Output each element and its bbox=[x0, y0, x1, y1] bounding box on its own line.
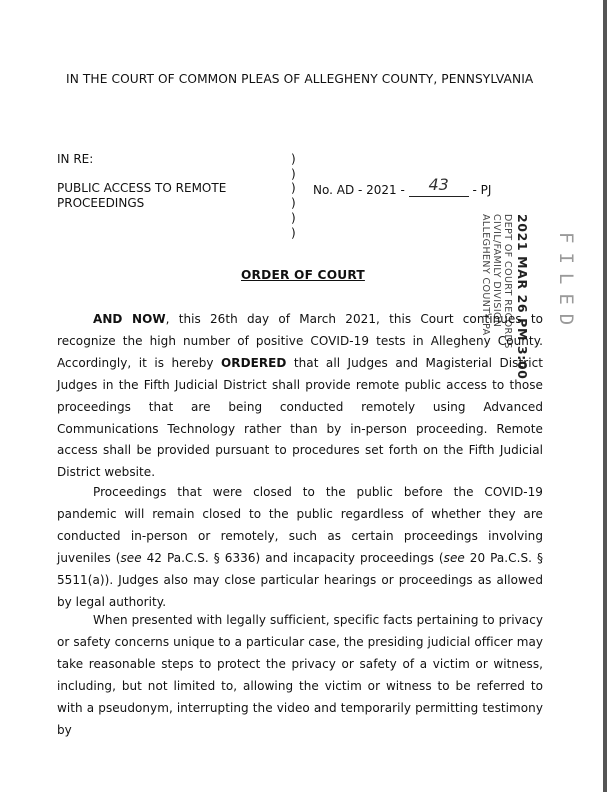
court-header: IN THE COURT OF COMMON PLEAS OF ALLEGHENY COUNTY, PENNSYLVANIA bbox=[66, 72, 534, 86]
paragraph2-see-1: see bbox=[120, 550, 142, 565]
paragraph2-see-2: see bbox=[443, 550, 465, 565]
docket-number bbox=[313, 175, 492, 197]
paragraph1-text-a: , this 26th day of March 2021, this Court continues to recognize the high number of positive COVID-19 tests in Allegheny County. Accordingly, it is hereby bbox=[57, 312, 543, 370]
caption-in-re: IN RE: bbox=[57, 152, 94, 166]
caption-parentheses: ) ) ) ) ) ) bbox=[291, 152, 296, 240]
docket-number-field bbox=[409, 175, 469, 197]
filed-stamp-department: DEPT OF COURT RECORDS CIVIL/FAMILY DIVISION ALLEGHENY COUNTY PA bbox=[480, 214, 513, 349]
caption-title-line1: PUBLIC ACCESS TO REMOTE bbox=[57, 181, 227, 195]
paragraph2-text-a: Proceedings that were closed to the public before the COVID-19 pandemic will remain closed to the public regardless of whether they are conducted in-person or remotely, such as certain proceedings involving juveniles ( bbox=[57, 485, 543, 565]
paragraph1-ordered: ORDERED bbox=[221, 355, 287, 370]
docket-suffix: - PJ bbox=[472, 183, 492, 197]
caption-title-line2: PROCEEDINGS bbox=[57, 196, 145, 210]
paragraph2-text-c: 20 Pa.C.S. § 5511(a)). Judges also may close particular hearings or proceedings as allowed by legal authority. bbox=[57, 550, 543, 609]
filed-stamp-datetime: 2021 MAR 26 PM 3:00 bbox=[515, 214, 530, 380]
order-paragraph-3 bbox=[57, 610, 543, 741]
scan-edge-line bbox=[603, 0, 607, 792]
filed-stamp-label: FILED bbox=[555, 232, 577, 335]
paragraph2-text-b: 42 Pa.C.S. § 6336) and incapacity proceedings ( bbox=[141, 550, 444, 565]
docket-prefix: No. AD - 2021 - bbox=[313, 183, 405, 197]
caption-title bbox=[57, 181, 226, 211]
order-title: ORDER OF COURT bbox=[241, 268, 365, 282]
order-paragraph-1 bbox=[57, 309, 543, 484]
order-paragraph-2 bbox=[57, 482, 543, 613]
docket-handwritten-number: 43 bbox=[428, 175, 449, 194]
paragraph3-text: When presented with legally sufficient, specific facts pertaining to privacy or safety concerns unique to a particular case, the presiding judicial officer may take reasonable steps to protect the privacy or safety of a victim or witness, including, but not limited to, allowing the victim or witness to be referred to with a pseudonym, interrupting the video and temporarily permitting testimony by bbox=[57, 613, 543, 737]
paragraph1-text-b: that all Judges and Magisterial District Judges in the Fifth Judicial District shall provide remote public access to those proceedings that are being conducted remotely using Advanced Communications Technology rather than by in-person proceeding. Remote access shall be provided pursuant to procedures set forth on the Fifth Judicial District website. bbox=[57, 355, 543, 480]
paragraph1-lead: AND NOW bbox=[93, 312, 166, 326]
